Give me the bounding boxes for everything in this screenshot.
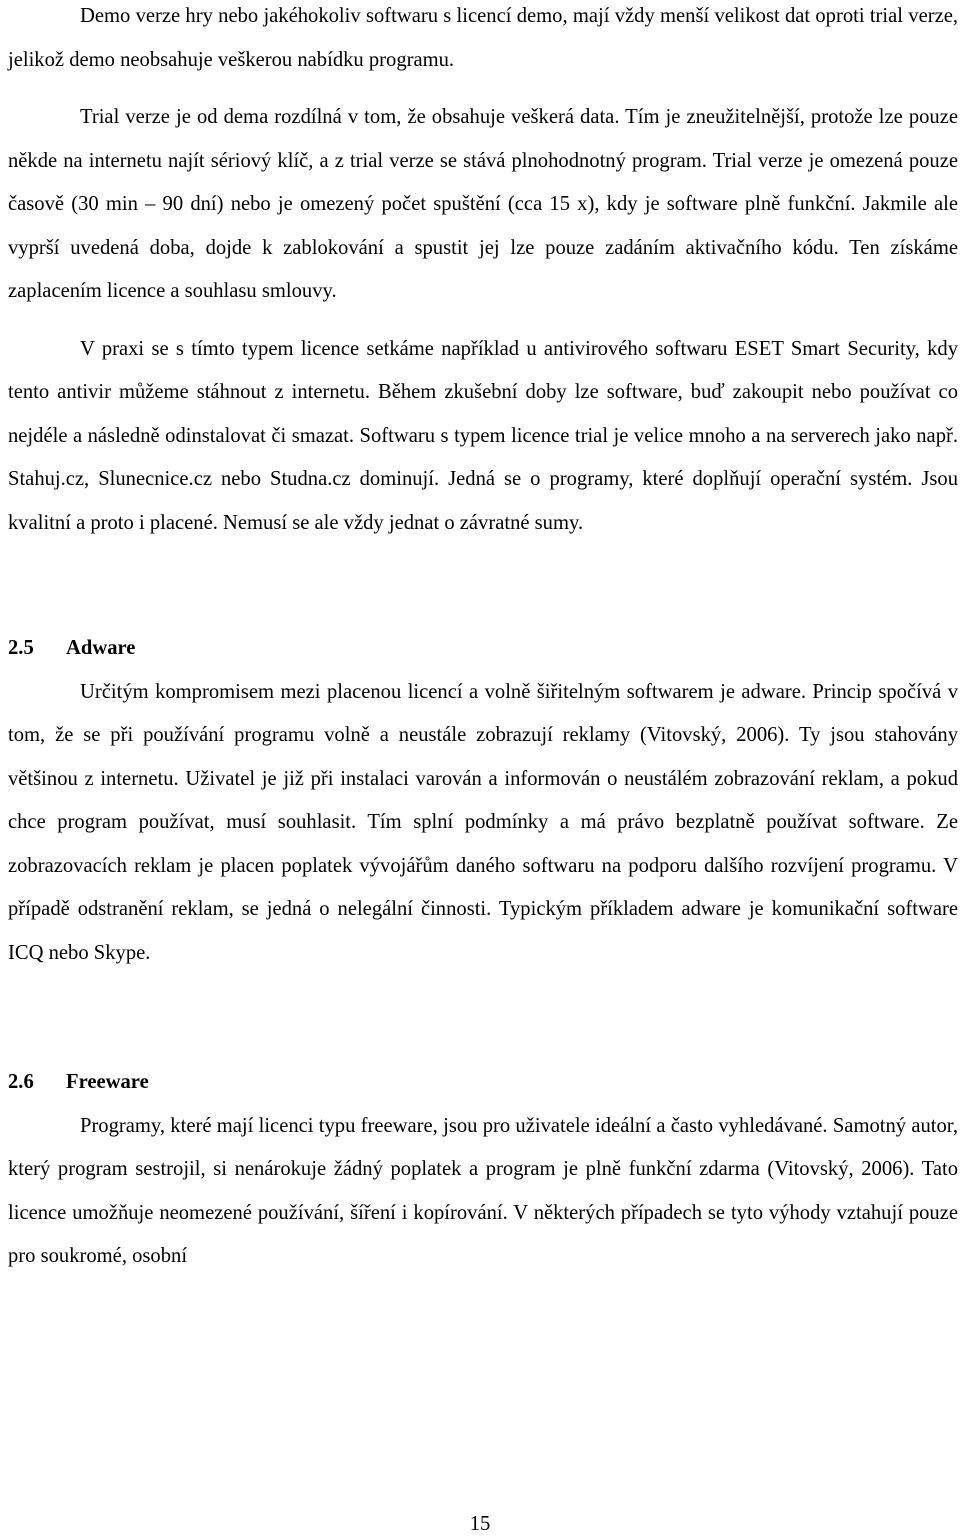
section-heading-freeware [8,1061,958,1105]
paragraph-adware: Určitým kompromisem mezi placenou licencí a volně šiřitelným softwarem je adware. Princip spočívá v tom, že se při používání programu volně a neustále zobrazují reklamy (Vitovský, 2006). Ty jsou stahovány většinou z internetu. Uživatel je již při instalaci varován a informován o neustálém zobrazování reklam, a pokud chce program používat, musí souhlasit. Tím splní podmínky a má právo bezplatně používat software. Ze zobrazovacích reklam je placen poplatek vývojářům daného softwaru na podporu dalšího rozvíjení programu. V případě odstranění reklam, se jedná o nelegální činnosti. Typickým příkladem adware je komunikační software ICQ nebo Skype. [8,680,958,964]
section-heading-adware [8,627,958,671]
section-title-freeware: Freeware [66,1071,149,1093]
page-number: 15 [469,1513,491,1535]
section-number-freeware: 2.6 [8,1071,34,1093]
paragraph-trial-version: Trial verze je od dema rozdílná v tom, že obsahuje veškerá data. Tím je zneužitelnější, protože lze pouze někde na internetu najít sériový klíč, a z trial verze se stává plnohodnotný program. Trial verze je omezená pouze časově (30 min – 90 dní) nebo je omezený počet spuštění (cca 15 x), kdy je software plně funkční. Jakmile ale vyprší uvedená doba, dojde k zablokování a spustit jej lze pouze zadáním aktivačního kódu. Ten získáme zaplacením licence a souhlasu smlouvy. [8,106,958,302]
page-content [8,0,958,1279]
paragraph-trial-practice: V praxi se s tímto typem licence setkáme například u antivirového softwaru ESET Smart Security, kdy tento antivir můžeme stáhnout z internetu. Během zkušební doby lze software, buď zakoupit nebo používat co nejdéle a následně odinstalovat či smazat. Softwaru s typem licence trial je velice mnoho a na serverech jako např. Stahuj.cz, Slunecnice.cz nebo Studna.cz dominují. Jedná se o programy, které doplňují operační systém. Jsou kvalitní a proto i placené. Nemusí se ale vždy jednat o závratné sumy. [8,337,958,534]
paragraph-freeware: Programy, které mají licenci typu freeware, jsou pro uživatele ideální a často vyhledávané. Samotný autor, který program sestrojil, si nenárokuje žádný poplatek a program je plně funkční zdarma (Vitovský, 2006). Tato licence umožňuje neomezené používání, šíření i kopírování. V některých případech se tyto výhody vztahují pouze pro soukromé, osobní [8,1114,958,1267]
section-number-adware: 2.5 [8,637,34,659]
paragraph-demo-version: Demo verze hry nebo jakéhokoliv softwaru s licencí demo, mají vždy menší velikost dat oproti trial verze, jelikož demo neobsahuje veškerou nabídku programu. [8,5,958,71]
section-title-adware: Adware [66,637,136,659]
